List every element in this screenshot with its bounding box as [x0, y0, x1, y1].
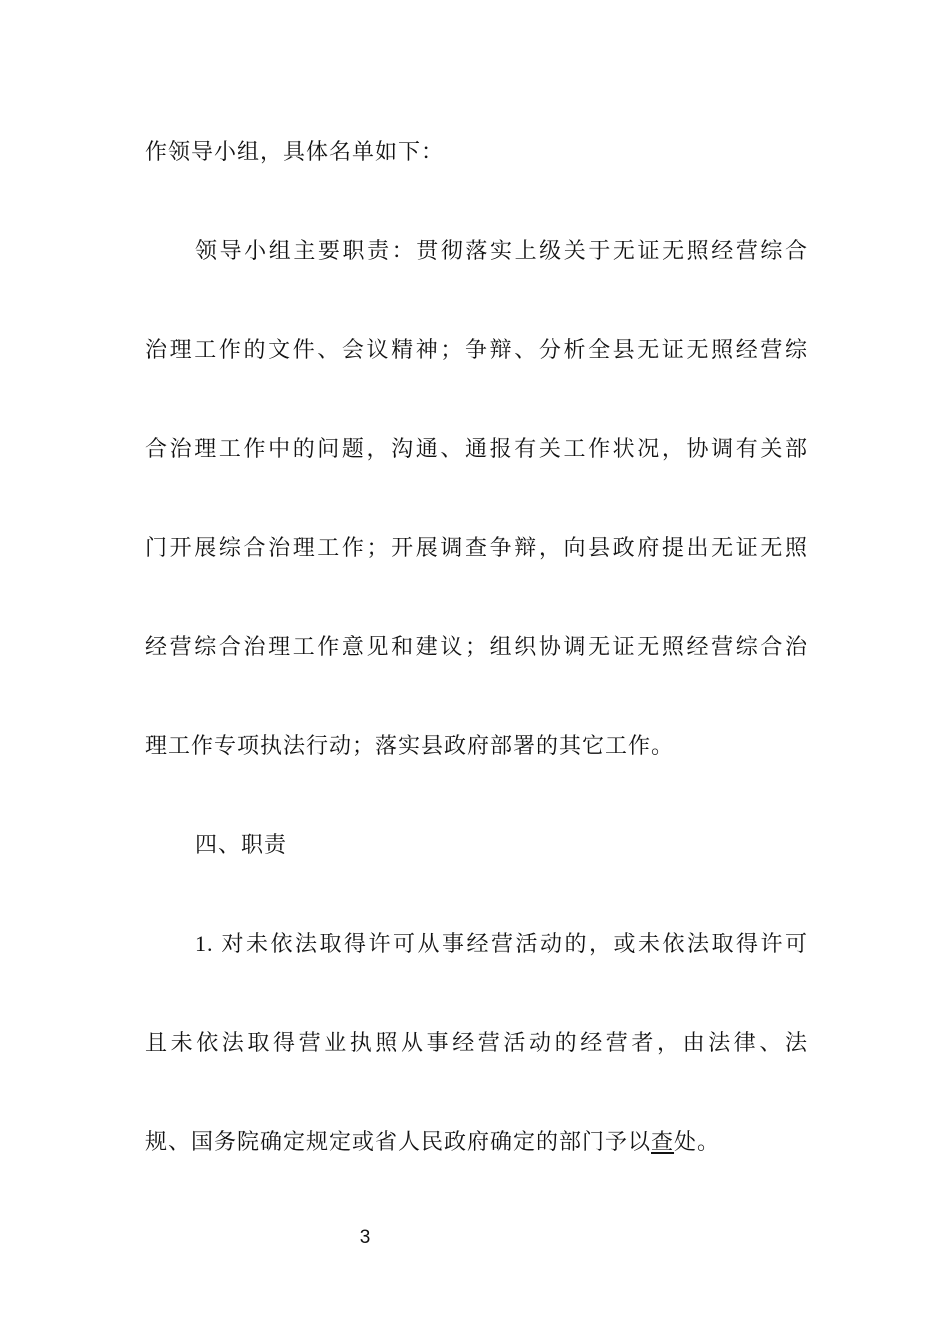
document-body	[145, 102, 808, 1191]
text-line: 领导小组主要职责：贯彻落实上级关于无证无照经营综合	[195, 238, 808, 263]
underlined-text: 查	[651, 1129, 675, 1154]
text-line: 且未依法取得营业执照从事经营活动的经营者，由法律、法	[145, 1030, 808, 1055]
text-line: 四、职责	[195, 832, 288, 857]
paragraph	[145, 102, 808, 201]
text-line: 合治理工作中的问题，沟通、通报有关工作状况，协调有关部	[145, 436, 808, 461]
section-heading	[145, 795, 808, 894]
text-line	[145, 1092, 808, 1191]
text-line: 理工作专项执法行动；落实县政府部署的其它工作。	[145, 733, 675, 758]
text-line: 作领导小组，具体名单如下：	[145, 139, 445, 164]
page-number: 3	[359, 1227, 371, 1248]
text-line: 治理工作的文件、会议精神；争辩、分析全县无证无照经营综	[145, 337, 808, 362]
text-line: 1. 对未依法取得许可从事经营活动的，或未依法取得许可	[195, 931, 808, 956]
paragraph	[145, 201, 808, 795]
text-line: 门开展综合治理工作；开展调查争辩，向县政府提出无证无照	[145, 535, 808, 560]
text-line: 经营综合治理工作意见和建议；组织协调无证无照经营综合治	[145, 634, 808, 659]
text-segment: 规、国务院确定规定或省人民政府确定的部门予以	[145, 1129, 652, 1154]
text-segment: 处。	[674, 1129, 721, 1154]
paragraph	[145, 894, 808, 1191]
